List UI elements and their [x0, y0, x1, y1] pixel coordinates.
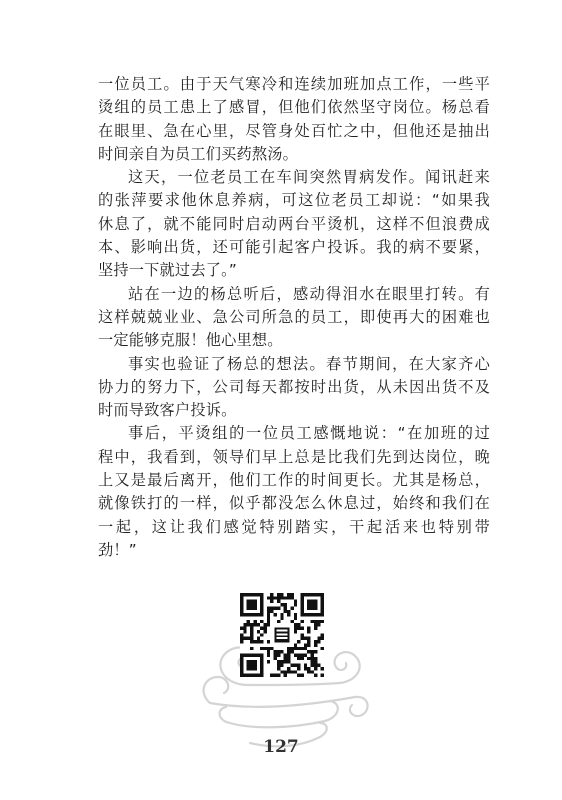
text-line: 程中，我看到，领导们早上总是比我们先到达岗位，晚 — [98, 447, 490, 466]
text-line: 劲！” — [98, 540, 137, 559]
text-line: 休息了，就不能同时启动两台平烫机，这样不但浪费成 — [98, 214, 490, 233]
paragraph — [98, 73, 490, 166]
text-line: 坚持一下就过去了。” — [98, 261, 237, 280]
text-line: 在眼里、急在心里，尽管身处百忙之中，但他还是抽出 — [98, 121, 490, 140]
text-line: 一起，这让我们感觉特别踏实，干起活来也特别带 — [98, 517, 490, 536]
text-line: 就像铁打的一样，似乎都没怎么休息过，始终和我们在 — [98, 494, 490, 513]
paragraph — [98, 166, 490, 282]
text-line: 的张萍要求他休息养病，可这位老员工却说：“如果我 — [98, 191, 490, 210]
page-number: 127 — [263, 737, 299, 757]
paragraph — [98, 353, 490, 423]
text-line: 时而导致客户投诉。 — [98, 401, 237, 420]
text-line: 事后，平烫组的一位员工感慨地说：“在加班的过 — [128, 424, 490, 443]
text-line: 本、影响出货，还可能引起客户投诉。我的病不要紧， — [98, 238, 490, 257]
text-line: 这样兢兢业业、急公司所急的员工，即使再大的困难也 — [98, 307, 490, 326]
paragraph — [98, 283, 490, 353]
body-text — [98, 73, 490, 562]
text-line: 烫组的员工患上了感冒，但他们依然坚守岗位。杨总看 — [98, 98, 490, 117]
qr-code-icon[interactable] — [240, 593, 324, 677]
text-line: 时间亲自为员工们买药熬汤。 — [98, 144, 299, 163]
text-line: 事实也验证了杨总的想法。春节期间，在大家齐心 — [128, 354, 490, 373]
text-line: 一位员工。由于天气寒冷和连续加班加点工作，一些平 — [98, 75, 490, 93]
text-line: 上又是最后离开，他们工作的时间更长。尤其是杨总， — [98, 471, 490, 490]
text-line: 这天，一位老员工在车间突然胃病发作。闻讯赶来 — [128, 168, 490, 187]
paragraph — [98, 422, 490, 562]
text-line: 站在一边的杨总听后，感动得泪水在眼里打转。有 — [128, 284, 490, 303]
text-line: 一定能够克服！他心里想。 — [98, 331, 283, 350]
text-line: 协力的努力下，公司每天都按时出货，从未因出货不及 — [98, 377, 490, 396]
